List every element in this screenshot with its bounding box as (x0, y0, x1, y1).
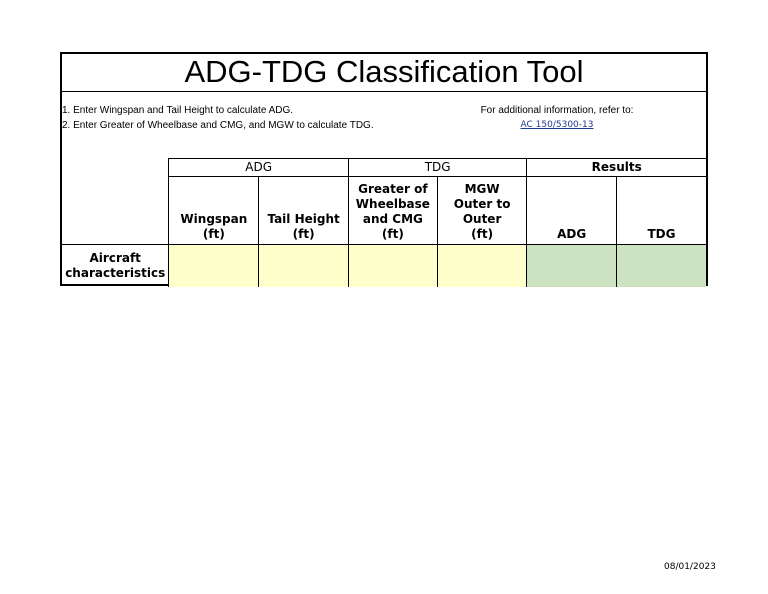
mgw-label-line2: Outer to (453, 197, 511, 211)
wheelbase-label-line2: Wheelbase (355, 197, 430, 211)
wingspan-unit: (ft) (202, 227, 225, 241)
row-label-line2: characteristics (65, 265, 166, 280)
mgw-unit: (ft) (471, 227, 494, 241)
wheelbase-label-line3: and CMG (362, 212, 423, 226)
instruction-adg: 1. Enter Wingspan and Tail Height to calculate ADG. (62, 105, 294, 116)
tail-height-unit: (ft) (292, 227, 315, 241)
header-blank-cell (62, 159, 169, 245)
group-header-tdg: TDG (348, 159, 526, 177)
instruction-tdg: 2. Enter Greater of Wheelbase and CMG, and MGW to calculate TDG. (62, 120, 374, 131)
tail-height-input[interactable] (259, 245, 349, 287)
wingspan-label: Wingspan (180, 212, 248, 226)
page-title: ADG-TDG Classification Tool (62, 54, 706, 92)
tail-height-label: Tail Height (267, 212, 340, 226)
footer-date: 08/01/2023 (664, 562, 716, 572)
tdg-result-cell (616, 245, 706, 287)
mgw-label-line3: Outer (462, 212, 502, 226)
classification-sheet (60, 52, 708, 286)
column-header-tail-height (259, 177, 349, 245)
group-header-adg: ADG (169, 159, 348, 177)
additional-info-text: For additional information, refer to: (480, 105, 634, 116)
column-header-mgw (437, 177, 527, 245)
group-header-results: Results (527, 159, 706, 177)
column-header-wheelbase-cmg (348, 177, 437, 245)
wingspan-input[interactable] (169, 245, 259, 287)
row-label-aircraft-characteristics (62, 245, 169, 287)
wheelbase-unit: (ft) (381, 227, 404, 241)
column-header-tdg-result: TDG (616, 177, 706, 245)
wheelbase-label-line1: Greater of (358, 182, 428, 196)
row-label-line1: Aircraft (89, 250, 141, 265)
column-header-adg-result: ADG (527, 177, 617, 245)
column-header-wingspan (169, 177, 259, 245)
classification-table (62, 158, 706, 287)
adg-result-cell (527, 245, 617, 287)
wheelbase-cmg-input[interactable] (348, 245, 437, 287)
mgw-label-line1: MGW (464, 182, 500, 196)
mgw-input[interactable] (437, 245, 527, 287)
ac-reference-link[interactable]: AC 150/5300-13 (520, 120, 594, 130)
